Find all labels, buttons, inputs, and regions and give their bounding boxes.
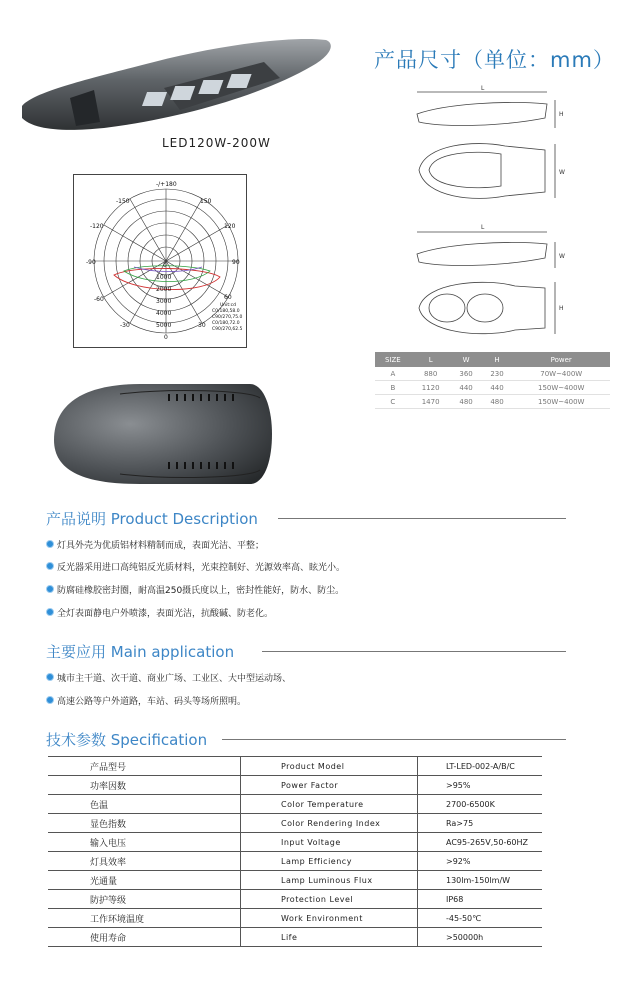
bullet-icon <box>46 585 54 593</box>
spec-name-cn: 防护等级 <box>48 890 241 909</box>
angle-150: 150 <box>200 198 212 205</box>
angle-180: -/+180 <box>156 181 177 188</box>
angle-minus90: -90 <box>86 259 96 266</box>
spec-value: AC95-265V,50-60HZ <box>418 833 543 852</box>
spec-name-en: Protection Level <box>241 890 418 909</box>
application-title: 主要应用 Main application <box>46 643 235 661</box>
spec-value: >92% <box>418 852 543 871</box>
light-distribution-polar-chart <box>73 174 247 348</box>
angle-120: 120 <box>224 223 236 230</box>
size-cell: 230 <box>482 367 513 381</box>
size-col-l: L <box>411 352 451 367</box>
size-table-row <box>375 367 610 381</box>
spec-value: LT-LED-002-A/B/C <box>418 757 543 776</box>
specification-title: 技术参数 Specification <box>46 731 208 749</box>
size-col-w: W <box>451 352 482 367</box>
specification-divider <box>222 739 566 740</box>
legend-c90-1: C90/270,75.0 <box>212 315 243 320</box>
radial-0: 0 <box>163 262 167 269</box>
application-divider <box>262 651 566 652</box>
spec-row <box>48 776 542 795</box>
description-title: 产品说明 Product Description <box>46 510 258 528</box>
legend-unit: Unit:cd <box>220 303 237 308</box>
spec-name-cn: 使用寿命 <box>48 928 241 947</box>
size-col-h: H <box>482 352 513 367</box>
description-item: 反光器采用进口高纯铝反光质材料，光束控制好、光源效率高、眩光小。 <box>46 560 345 573</box>
spec-row <box>48 795 542 814</box>
radial-5000: 5000 <box>156 322 172 329</box>
size-cell: 150W~400W <box>512 381 610 395</box>
angle-0: 0 <box>164 334 168 341</box>
spec-row <box>48 814 542 833</box>
angle-60: 60 <box>224 294 232 301</box>
angle-minus60: -60 <box>94 296 104 303</box>
spec-name-en: Work Environment <box>241 909 418 928</box>
spec-row <box>48 833 542 852</box>
bullet-icon <box>46 608 54 616</box>
size-table-header <box>375 352 610 367</box>
radial-1000: 1000 <box>156 274 172 281</box>
description-item: 防腐硅橡胶密封圈，耐高温250摄氏度以上，密封性能好，防水、防尘。 <box>46 583 344 596</box>
spec-name-en: Color Temperature <box>241 795 418 814</box>
spec-row <box>48 909 542 928</box>
spec-name-en: Life <box>241 928 418 947</box>
spec-row <box>48 928 542 947</box>
spec-name-en: Product Model <box>241 757 418 776</box>
spec-name-en: Power Factor <box>241 776 418 795</box>
spec-row <box>48 871 542 890</box>
spec-name-cn: 工作环境温度 <box>48 909 241 928</box>
spec-value: 130lm-150lm/W <box>418 871 543 890</box>
spec-value: Ra>75 <box>418 814 543 833</box>
spec-name-cn: 色温 <box>48 795 241 814</box>
product-caption: LED120W-200W <box>162 136 271 150</box>
angle-90: 90 <box>232 259 240 266</box>
spec-row <box>48 852 542 871</box>
spec-value: IP68 <box>418 890 543 909</box>
street-lamp-top-image <box>50 378 275 490</box>
size-col-power: Power <box>512 352 610 367</box>
size-table-row <box>375 381 610 395</box>
size-table <box>375 352 610 409</box>
spec-name-cn: 显色指数 <box>48 814 241 833</box>
size-cell: 150W~400W <box>512 395 610 409</box>
radial-2000: 2000 <box>156 286 172 293</box>
size-cell: A <box>375 367 411 381</box>
application-item: 高速公路等户外道路，车站、码头等场所照明。 <box>46 694 246 707</box>
spec-value: 2700-6500K <box>418 795 543 814</box>
spec-name-en: Input Voltage <box>241 833 418 852</box>
spec-name-cn: 光通量 <box>48 871 241 890</box>
spec-name-en: Lamp Luminous Flux <box>241 871 418 890</box>
size-cell: 360 <box>451 367 482 381</box>
label-width-1: W <box>559 169 565 176</box>
spec-name-cn: 灯具效率 <box>48 852 241 871</box>
angle-minus150: -150 <box>116 198 130 205</box>
spec-row <box>48 890 542 909</box>
size-col-size: SIZE <box>375 352 411 367</box>
label-width-2: W <box>559 253 565 260</box>
size-cell: 480 <box>451 395 482 409</box>
description-item: 灯具外壳为优质铝材料精制而成，表面光洁、平整； <box>46 538 264 551</box>
spec-value: -45-50℃ <box>418 909 543 928</box>
size-cell: 440 <box>482 381 513 395</box>
size-cell: 70W~400W <box>512 367 610 381</box>
label-height-2: H <box>559 305 564 312</box>
spec-name-cn: 产品型号 <box>48 757 241 776</box>
spec-row <box>48 757 542 776</box>
radial-3000: 3000 <box>156 298 172 305</box>
label-height-1: H <box>559 111 564 118</box>
spec-name-en: Color Rendering Index <box>241 814 418 833</box>
size-cell: 480 <box>482 395 513 409</box>
description-divider <box>278 518 566 519</box>
label-length-2: L <box>481 224 485 231</box>
description-item: 全灯表面静电户外喷漆，表面光洁，抗酸碱、防老化。 <box>46 606 273 619</box>
size-cell: C <box>375 395 411 409</box>
size-table-row <box>375 395 610 409</box>
size-cell: 1470 <box>411 395 451 409</box>
spec-value: >50000h <box>418 928 543 947</box>
radial-4000: 4000 <box>156 310 172 317</box>
spec-name-en: Lamp Efficiency <box>241 852 418 871</box>
bullet-icon <box>46 696 54 704</box>
street-lamp-side-image <box>14 18 334 138</box>
size-cell: B <box>375 381 411 395</box>
angle-minus120: -120 <box>90 223 104 230</box>
bullet-icon <box>46 540 54 548</box>
dimensions-title: 产品尺寸（单位：mm） <box>374 48 615 72</box>
angle-minus30: -30 <box>120 322 130 329</box>
spec-name-cn: 功率因数 <box>48 776 241 795</box>
legend-c0-1: C0/180,58.0 <box>212 309 240 314</box>
size-cell: 1120 <box>411 381 451 395</box>
size-cell: 440 <box>451 381 482 395</box>
angle-30: 30 <box>198 322 206 329</box>
spec-value: >95% <box>418 776 543 795</box>
legend-c90-2: C90/270,62.5 <box>212 327 243 332</box>
bullet-icon <box>46 673 54 681</box>
spec-name-cn: 输入电压 <box>48 833 241 852</box>
label-length-1: L <box>481 85 485 92</box>
application-item: 城市主干道、次干道、商业广场、工业区、大中型运动场、 <box>46 671 291 684</box>
dimension-drawings <box>405 82 620 350</box>
specification-table <box>48 756 542 947</box>
legend-c0-2: C0/180,72.0 <box>212 321 240 326</box>
size-cell: 880 <box>411 367 451 381</box>
bullet-icon <box>46 562 54 570</box>
